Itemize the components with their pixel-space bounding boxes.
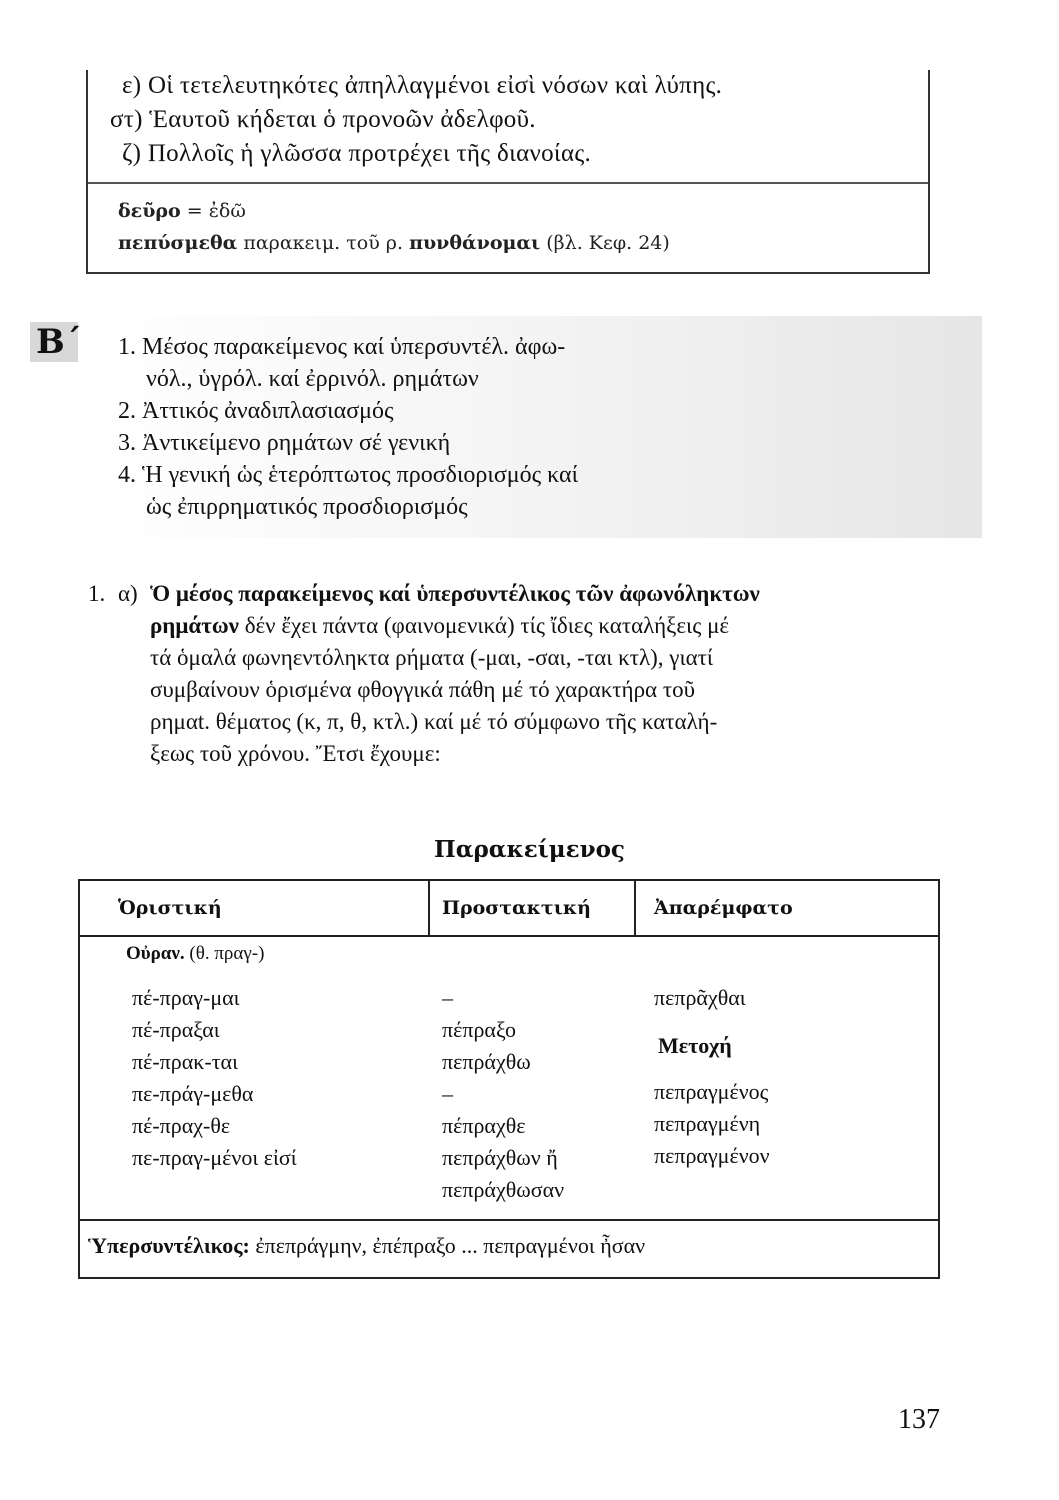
glossary-entry-deuro xyxy=(118,200,246,222)
pluperfect-label: Ὑπερσυντέλικος: xyxy=(88,1233,250,1258)
header-imperative: Προστακτική xyxy=(442,897,591,919)
glossary-term: πεπύσμεθα xyxy=(118,232,238,254)
conjugation-table xyxy=(78,879,940,1279)
paragraph-bold-lead-2: ρημάτων xyxy=(150,613,239,638)
glossary-entry-pepysmetha xyxy=(118,232,670,254)
imperative-form: πεπράχθων ἤ xyxy=(442,1145,558,1170)
imperative-form: πεπράχθω xyxy=(442,1049,531,1074)
glossary-reference: (βλ. Κεφ. 24) xyxy=(540,232,670,254)
exercise-line-st: στ) Ἑαυτοῦ κήδεται ὁ προνοῶν ἀδελφοῦ. xyxy=(110,106,536,133)
indicative-form: πε-πράγ-μεθα xyxy=(132,1081,254,1106)
imperative-form: πεπράχθωσαν xyxy=(442,1177,565,1202)
imperative-form: πέπραξο xyxy=(442,1017,516,1042)
page-number: 137 xyxy=(898,1404,940,1435)
imperative-form: πέπραχθε xyxy=(442,1113,526,1138)
table-column-divider xyxy=(428,881,430,935)
section-b-item: 4. Ἡ γενική ὡς ἑτερόπτωτος προσδιορισμός καί xyxy=(118,462,579,488)
section-b-item: νόλ., ὑγρόλ. καί ἐρρινόλ. ρημάτων xyxy=(146,366,479,392)
table-title: Παρακείμενος xyxy=(434,836,625,863)
imperative-form: – xyxy=(442,985,453,1010)
paragraph-text: ξεως τοῦ χρόνου. Ἔτσι ἔχουμε: xyxy=(150,741,441,766)
section-b-item: 2. Ἀττικός ἀναδιπλασιασμός xyxy=(118,398,394,424)
paragraph-text: ρημαt. θέματος (κ, π, θ, κτλ.) καί μέ τό σύμφωνο τῆς καταλή- xyxy=(150,709,718,734)
glossary-term: πυνθάνομαι xyxy=(409,232,541,254)
table-footer-divider xyxy=(80,1219,938,1221)
paragraph-number: 1. xyxy=(88,581,106,606)
indicative-form: πε-πραγ-μένοι εἰσί xyxy=(132,1145,297,1170)
subhead-bold: Οὐραν. xyxy=(126,943,185,964)
indicative-form: πέ-πραγ-μαι xyxy=(132,985,240,1010)
indicative-form: πέ-πρακ-ται xyxy=(132,1049,238,1074)
exercise-line-z: ζ) Πολλοῖς ἡ γλῶσσα προτρέχει τῆς διανοίας. xyxy=(122,140,592,167)
participle-label-text: Μετοχή xyxy=(658,1033,732,1058)
paragraph-text: τά ὁμαλά φωνηεντόληκτα ρήματα (-μαι, -σαι, -ται κτλ), γιατί xyxy=(150,645,714,670)
exercise-line-e: ε) Οἱ τετελευτηκότες ἀπηλλαγμένοι εἰσὶ νόσων καὶ λύπης. xyxy=(122,72,723,99)
pluperfect-row xyxy=(88,1233,645,1259)
glossary-divider xyxy=(88,182,928,184)
indicative-form: πέ-πραξαι xyxy=(132,1017,220,1042)
indicative-subhead xyxy=(126,943,264,965)
table-column-divider xyxy=(634,881,636,935)
header-infinitive: Ἀπαρέμφατο xyxy=(654,897,793,919)
infinitive-form: πεπρᾶχθαι xyxy=(654,985,746,1010)
paragraph-text: δέν ἔχει πάντα (φαινομενικά) τίς ἴδιες καταλήξεις μέ xyxy=(238,613,730,638)
glossary-definition: παρακειμ. τοῦ ρ. xyxy=(237,232,410,254)
section-b-item: 1. Μέσος παρακείμενος καί ὑπερσυντέλ. ἀφω- xyxy=(118,334,566,360)
table-header-divider xyxy=(80,935,938,937)
explanation-paragraph xyxy=(88,578,940,770)
exercise-box xyxy=(86,70,930,274)
participle-form: πεπραγμένη xyxy=(654,1111,761,1136)
participle-form: πεπραγμένος xyxy=(654,1079,769,1104)
paragraph-label: α) xyxy=(118,581,138,606)
pluperfect-forms: ἐπεπράγμην, ἐπέπραξο ... πεπραγμένοι ἦσαν xyxy=(249,1233,646,1258)
header-indicative: Ὁριστική xyxy=(118,897,222,919)
glossary-term: δεῦρο xyxy=(118,200,181,222)
paragraph-text: συμβαίνουν ὁρισμένα φθογγικά πάθη μέ τό χαρακτήρα τοῦ xyxy=(150,677,695,702)
paragraph-bold-lead: Ὁ μέσος παρακείμενος καί ὑπερσυντέλικος τῶν ἀφωνόληκτων xyxy=(150,581,760,606)
participle-form: πεπραγμένον xyxy=(654,1143,770,1168)
participle-label xyxy=(658,1033,732,1059)
section-b-marker: Β΄ xyxy=(30,322,78,362)
section-b-item: ὡς ἐπιρρηματικός προσδιορισμός xyxy=(146,494,468,520)
subhead-note: (θ. πραγ-) xyxy=(184,943,265,964)
imperative-form: – xyxy=(442,1081,453,1106)
indicative-form: πέ-πραχ-θε xyxy=(132,1113,231,1138)
section-b-item: 3. Ἀντικείμενο ρημάτων σέ γενική xyxy=(118,430,451,456)
glossary-definition: = ἐδῶ xyxy=(180,200,246,222)
